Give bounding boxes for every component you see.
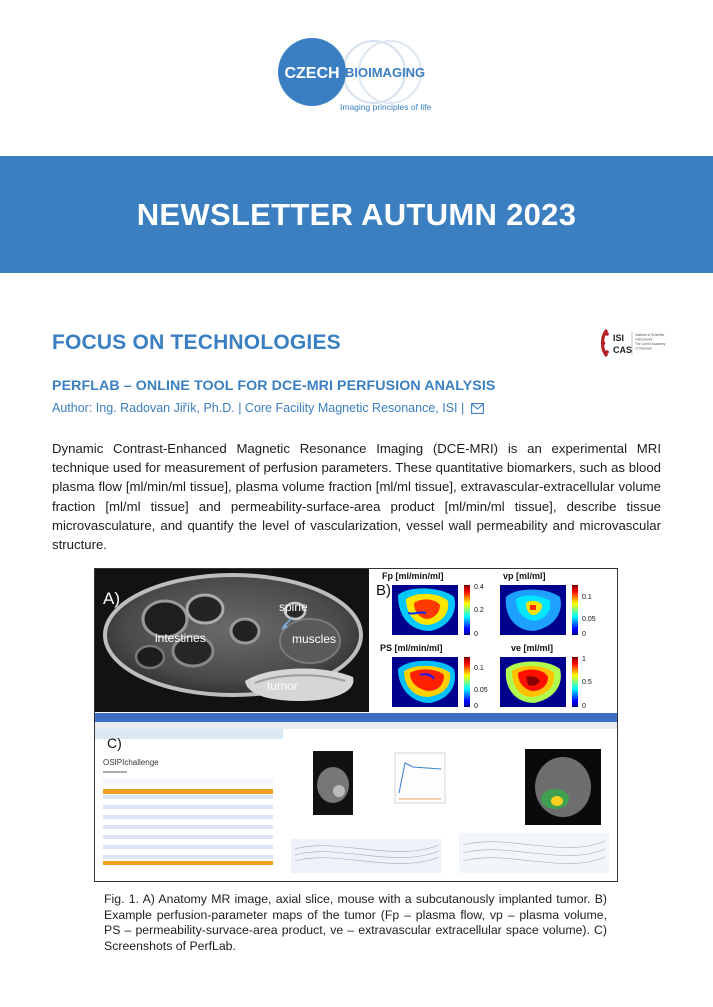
article-title: PERFLAB – ONLINE TOOL FOR DCE-MRI PERFUSION ANALYSIS <box>52 378 496 394</box>
annotation-spine: spine <box>279 600 308 614</box>
ps-tick-max: 0.1 <box>474 665 484 672</box>
vp-tick-min: 0 <box>582 631 586 638</box>
fp-tick-max: 0.4 <box>474 584 484 591</box>
svg-text:The Czech Academy: The Czech Academy <box>635 342 666 346</box>
map-title-ps: PS [ml/min/ml] <box>380 643 443 653</box>
newsletter-banner <box>0 156 713 273</box>
logo-word-czech: CZECH <box>284 65 340 82</box>
panel-c-label: C) <box>107 735 122 751</box>
fp-tick-min: 0 <box>474 631 478 638</box>
czech-bioimaging-logo <box>278 38 448 110</box>
ps-tick-min: 0 <box>474 703 478 710</box>
logo-word-bioimaging: BIOIMAGING <box>345 65 426 80</box>
svg-text:Institute of Scientific: Institute of Scientific <box>635 333 665 337</box>
vp-tick-max: 0.1 <box>582 594 592 601</box>
logo-tagline: Imaging principles of life <box>340 102 432 112</box>
panel-a-label: A) <box>103 589 120 608</box>
svg-text:of Sciences: of Sciences <box>635 346 653 351</box>
vp-tick-mid: 0.05 <box>582 616 596 623</box>
panel-a-anatomy-image <box>95 569 369 712</box>
panel-c-perflab-screenshots <box>95 713 617 881</box>
isi-cas-logo <box>599 328 671 358</box>
annotation-muscles: muscles <box>292 632 337 646</box>
svg-text:ISI: ISI <box>613 333 625 343</box>
figure-caption: Fig. 1. A) Anatomy MR image, axial slice, mouse with a subcutanously implanted tumor. B) Example perfusion-parameter maps of the tumor (Fp – plasma flow, vp – plasma volume, PS – permeability-survace-area product, ve – extravascular extracellular space volume). C) Screenshots of PerfLab. <box>104 892 607 953</box>
annotation-intestines: intestines <box>155 631 206 645</box>
annotation-tumor: tumor <box>267 679 298 693</box>
ve-tick-mid: 0.5 <box>582 679 592 686</box>
ve-tick-min: 0 <box>582 703 586 710</box>
newsletter-title: NEWSLETTER AUTUMN 2023 <box>136 197 577 232</box>
screenshot-1-title: OSIPIchallenge <box>103 758 159 767</box>
figure-1 <box>94 568 618 882</box>
screenshot-1 <box>95 713 283 881</box>
author-text: Author: Ing. Radovan Jiřík, Ph.D. | Core Facility Magnetic Resonance, ISI | <box>52 401 465 415</box>
svg-text:Instruments: Instruments <box>635 337 653 342</box>
panel-b-perfusion-maps <box>370 569 617 712</box>
section-title: FOCUS ON TECHNOLOGIES <box>52 331 341 354</box>
email-icon[interactable] <box>471 403 484 417</box>
map-title-vp: vp [ml/ml] <box>503 571 546 581</box>
screenshot-2 <box>283 713 451 881</box>
panel-b-label: B) <box>376 582 391 599</box>
svg-text:CAS: CAS <box>613 345 633 355</box>
ps-tick-mid: 0.05 <box>474 687 488 694</box>
map-title-ve: ve [ml/ml] <box>511 643 554 653</box>
map-title-fp: Fp [ml/min/ml] <box>382 571 444 581</box>
ve-tick-max: 1 <box>582 656 586 663</box>
screenshot-3 <box>451 713 617 881</box>
article-author <box>52 401 484 417</box>
fp-tick-mid: 0.2 <box>474 607 484 614</box>
article-body: Dynamic Contrast-Enhanced Magnetic Resonance Imaging (DCE-MRI) is an experimental MRI technique used for measurement of perfusion parameters. These quantitative biomarkers, such as blood plasma flow [ml/min/ml tissue], plasma volume fraction [ml/ml tissue], extravascular-extracellular volume fraction [ml/ml tissue] and permeability-surface-area product [ml/min/ml tissue], describe tissue microvasculature, and quantify the level of vascularization, vessel wall permeability and microvascular structure. <box>52 441 661 553</box>
